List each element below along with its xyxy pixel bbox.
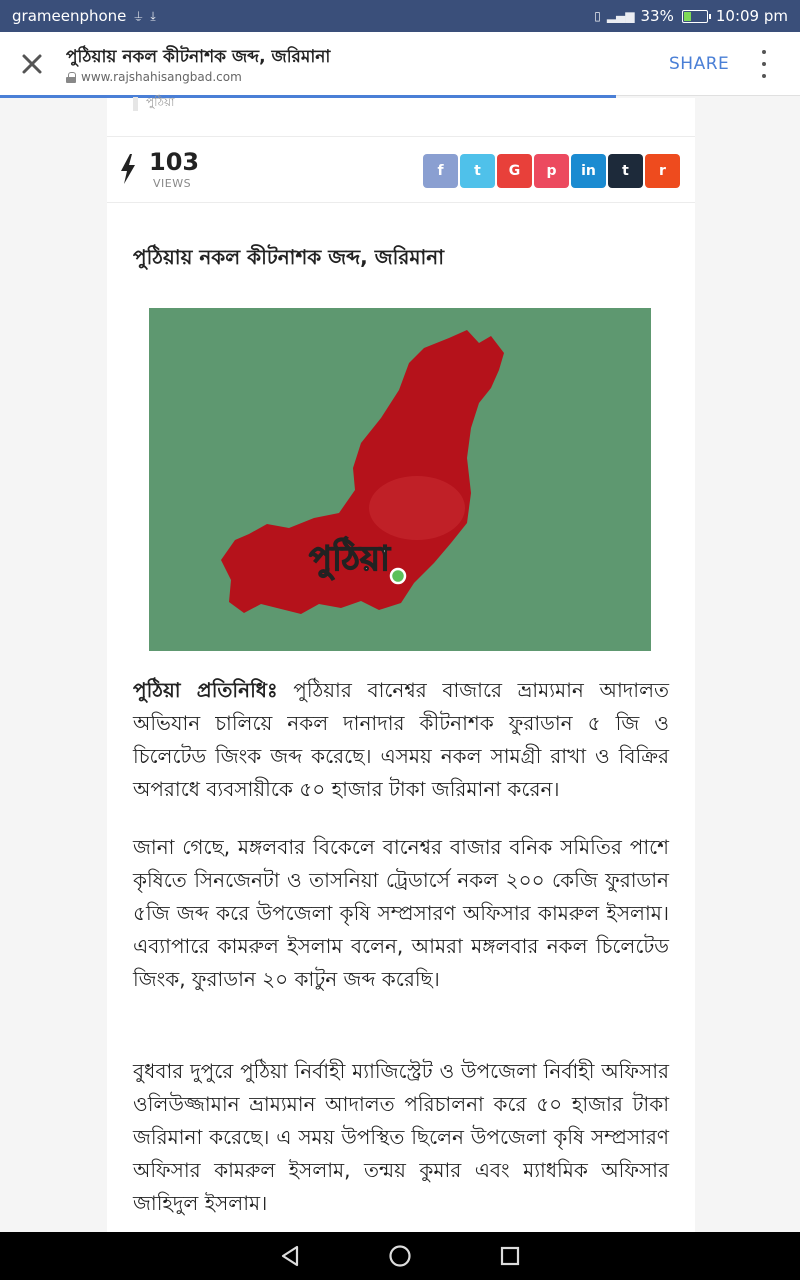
tumblr-share-button[interactable]: t (608, 154, 643, 188)
clock: 10:09 pm (715, 7, 788, 25)
battery-percent: 33% (640, 7, 674, 25)
overflow-menu-icon[interactable] (754, 50, 774, 78)
signal-icon: ▂▄▆ (606, 9, 635, 23)
home-button[interactable] (380, 1236, 420, 1276)
divider (107, 202, 695, 203)
linkedin-share-button[interactable]: in (571, 154, 606, 188)
article-image-map (149, 308, 651, 651)
recents-square-icon (499, 1245, 521, 1267)
browser-header (0, 32, 800, 96)
breadcrumb-category[interactable]: পুঠিয়া (146, 95, 175, 109)
social-share-buttons (423, 154, 680, 188)
article-paragraph-2: জানা গেছে, মঙ্গলবার বিকেলে বানেশ্বর বাজার বনিক সমিতির পাশে কৃষিতে সিনজেনটা ও তাসনিয়া ট্রেডার্সে নকল ২০০ কেজি ফুরাডান ৫জি জব্দ করে উপজেলা কৃষি সম্প্রসারণ অফিসার কামরুল ইসলাম। এব্যাপারে কামরুল ইসলাম বলেন, আমরা মঙ্গলবার নকল চিলেটেড জিংক, ফুরাডান ২০ কাটুন জব্দ করেছি। (133, 835, 669, 991)
views-count: 103 (149, 148, 200, 176)
map-illustration (149, 308, 651, 651)
views-label: VIEWS (153, 177, 192, 190)
article-paragraph-1 (133, 674, 669, 806)
lock-icon (66, 72, 76, 83)
map-location-marker (391, 569, 405, 583)
divider (107, 136, 695, 137)
back-triangle-icon (279, 1244, 301, 1268)
page-title: পুঠিয়ায় নকল কীটনাশক জব্দ, জরিমানা (66, 47, 331, 67)
article-paragraph-3: বুধবার দুপুরে পুঠিয়া নির্বাহী ম্যাজিস্ট্রেট ও উপজেলা নির্বাহী অফিসার ওলিউজ্জামান ভ্রাম্যমান আদালত পরিচালনা করে ৫০ হাজার টাকা জরিমানা করেছে। এ সময় উপস্থিত ছিলেন উপজেলা কৃষি সম্প্রসারণ অফিসার কামরুল ইসলাম, তন্ময় কুমার এবং ম্যাধমিক অফিসার জাহিদুল ইসলাম। (133, 1059, 669, 1215)
paragraph-1-text: পুঠিয়ার বানেশ্বর বাজারে ভ্রাম্যমান আদালত অভিযান চালিয়ে নকল দানাদার কীটনাশক ফুরাডান ৫ জি ও চিলেটেড জিংক জব্দ করেছে। এসময় নকল সামগ্রী রাখা ও বিক্রির অপরাধে ব্যবসায়ীকে ৫০ হাজার টাকা জরিমানা করেন। (133, 678, 669, 801)
carrier-name: grameenphone (12, 7, 127, 25)
pinterest-share-button[interactable]: p (534, 154, 569, 188)
map-label: পুঠিয়া (309, 539, 390, 579)
article-card (107, 95, 695, 1232)
facebook-share-button[interactable]: f (423, 154, 458, 188)
google-share-button[interactable]: G (497, 154, 532, 188)
lead-label: পুঠিয়া প্রতিনিধিঃ (133, 678, 278, 702)
twitter-share-button[interactable]: t (460, 154, 495, 188)
back-button[interactable] (270, 1236, 310, 1276)
lightning-icon (119, 154, 137, 184)
download-icon: ⤓ (150, 8, 156, 23)
close-icon (21, 53, 43, 75)
vibrate-icon: ▯ (594, 9, 601, 23)
breadcrumb (133, 94, 175, 114)
status-right (594, 7, 788, 25)
page-url (66, 70, 242, 84)
battery-icon (682, 10, 708, 23)
map-highlight (369, 476, 465, 540)
recents-button[interactable] (490, 1236, 530, 1276)
reddit-share-button[interactable]: r (645, 154, 680, 188)
home-circle-icon (388, 1244, 412, 1268)
article-headline: পুঠিয়ায় নকল কীটনাশক জব্দ, জরিমানা (133, 245, 445, 269)
usb-icon: ⏚ (132, 9, 145, 24)
system-nav-bar (0, 1232, 800, 1280)
url-text: www.rajshahisangbad.com (81, 70, 242, 84)
status-bar (0, 0, 800, 32)
status-left (12, 7, 156, 25)
share-button[interactable]: SHARE (669, 54, 730, 74)
close-button[interactable] (14, 46, 50, 82)
breadcrumb-marker (133, 97, 138, 111)
battery-fill (684, 12, 691, 21)
